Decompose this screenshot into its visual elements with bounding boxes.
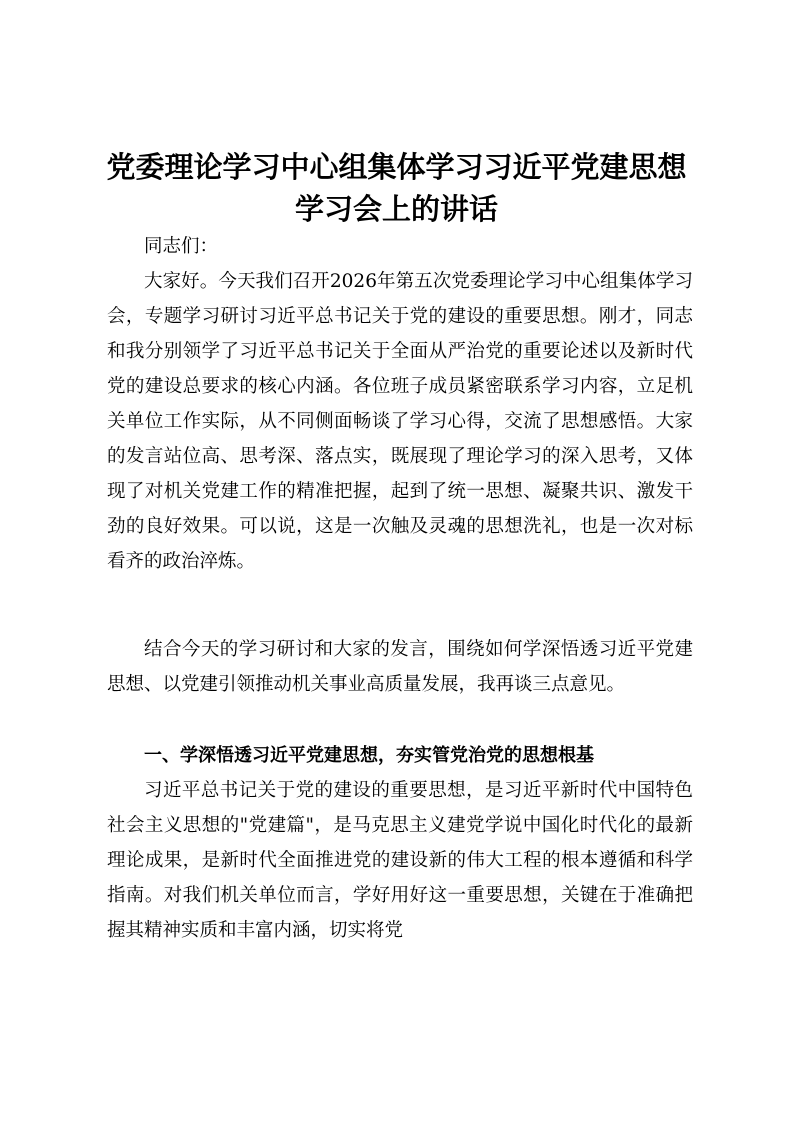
paragraph-opening: 大家好。今天我们召开2026年第五次党委理论学习中心组集体学习会，专题学习研讨习近平总书记关于党的建设的重要思想。刚才，同志和我分别领学了习近平总书记关于全面从严治党的重要论述以及新时代党的建设总要求的核心内涵。各位班子成员紧密联系学习内容，立足机关单位工作实际，从不同侧面畅谈了学习心得，交流了思想感悟。大家的发言站位高、思考深、落点实，既展现了理论学习的深入思考，又体现了对机关党建工作的精准把握，起到了统一思想、凝聚共识、激发干劲的良好效果。可以说，这是一次触及灵魂的思想洗礼，也是一次对标看齐的政治淬炼。 [107, 271, 693, 572]
section-heading-one: 一、学深悟透习近平党建思想，夯实管党治党的思想根基 [144, 745, 594, 766]
paragraph-transition: 结合今天的学习研讨和大家的发言，围绕如何学深悟透习近平党建思想、以党建引领推动机关事业高质量发展，我再谈三点意见。 [107, 639, 693, 695]
document-title-line-1: 党委理论学习中心组集体学习习近平党建思想 [106, 150, 687, 184]
salutation: 同志们： [144, 236, 219, 257]
paragraph-section-one: 习近平总书记关于党的建设的重要思想，是习近平新时代中国特色社会主义思想的"党建篇"，是马克思主义建党学说中国化时代化的最新理论成果，是新时代全面推进党的建设新的伟大工程的根本遵循和科学指南。对我们机关单位而言，学好用好这一重要思想，关键在于准确把握其精神实质和丰富内涵，切实将党 [107, 780, 693, 941]
document-title-line-2: 学习会上的讲话 [294, 192, 498, 226]
